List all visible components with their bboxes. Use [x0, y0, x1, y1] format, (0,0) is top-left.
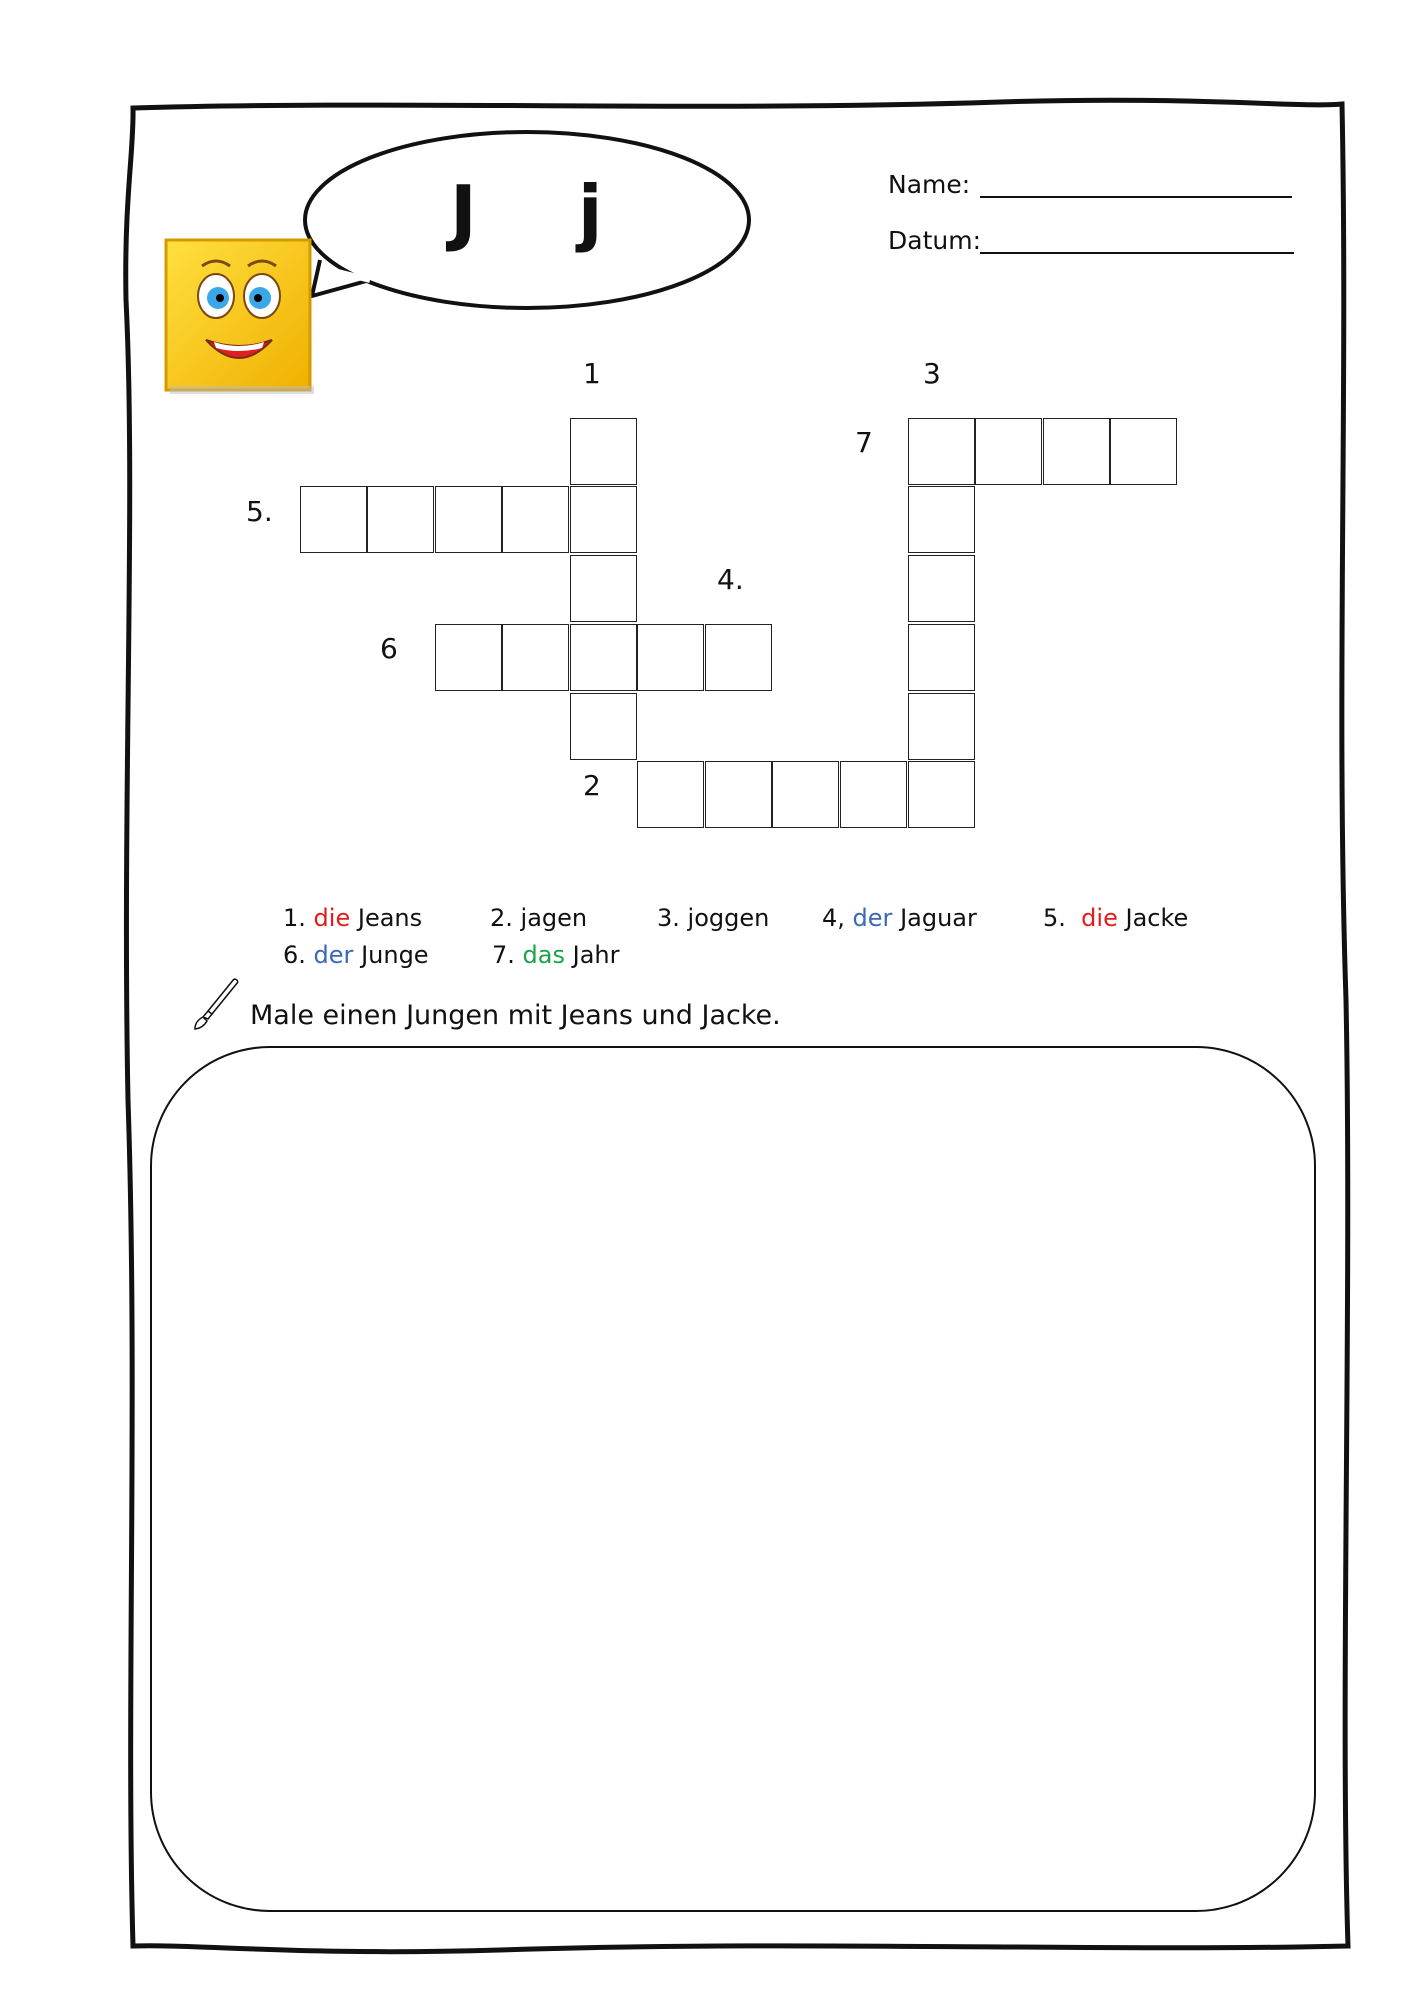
- crossword-cell[interactable]: [705, 624, 772, 691]
- crossword-cell[interactable]: [637, 624, 704, 691]
- crossword-cell[interactable]: [840, 761, 907, 828]
- word-list-item: 2. jagen: [490, 904, 588, 932]
- word-list-item: 7. das Jahr: [492, 941, 620, 969]
- crossword-cell[interactable]: [570, 624, 637, 691]
- crossword-cell[interactable]: [908, 555, 975, 622]
- crossword-cell[interactable]: [908, 418, 975, 485]
- crossword-cell[interactable]: [502, 624, 569, 691]
- word-list-item: 5. die Jacke: [1043, 904, 1189, 932]
- crossword-cell[interactable]: [908, 624, 975, 691]
- date-label: Datum:: [888, 226, 981, 255]
- crossword-cell[interactable]: [570, 693, 637, 760]
- crossword-cell[interactable]: [908, 486, 975, 553]
- smiley-face-icon: [160, 236, 320, 404]
- clue-number-7: 7: [855, 426, 873, 459]
- crossword-cell[interactable]: [367, 486, 434, 553]
- crossword-cell[interactable]: [435, 624, 502, 691]
- speech-letters: J j: [450, 170, 641, 254]
- name-field[interactable]: [980, 196, 1292, 198]
- clue-number-4: 4.: [717, 563, 744, 596]
- crossword-cell[interactable]: [502, 486, 569, 553]
- crossword-cell[interactable]: [300, 486, 367, 553]
- drawing-area[interactable]: [150, 1046, 1316, 1912]
- crossword-cell[interactable]: [705, 761, 772, 828]
- clue-number-3: 3: [923, 357, 941, 390]
- crossword-cell[interactable]: [570, 555, 637, 622]
- crossword-cell[interactable]: [772, 761, 839, 828]
- word-list-item: 4, der Jaguar: [822, 904, 977, 932]
- name-label: Name:: [888, 170, 971, 199]
- clue-number-2: 2: [583, 769, 601, 802]
- crossword-cell[interactable]: [908, 761, 975, 828]
- crossword-cell[interactable]: [908, 693, 975, 760]
- crossword-cell[interactable]: [570, 418, 637, 485]
- instruction-text: Male einen Jungen mit Jeans und Jacke.: [250, 1000, 781, 1031]
- crossword-cell[interactable]: [435, 486, 502, 553]
- word-list-item: 3. joggen: [657, 904, 770, 932]
- crossword-cell[interactable]: [570, 486, 637, 553]
- word-list-item: 6. der Junge: [283, 941, 429, 969]
- date-field[interactable]: [980, 252, 1294, 254]
- crossword-cell[interactable]: [637, 761, 704, 828]
- crossword-cell[interactable]: [1110, 418, 1177, 485]
- crossword-cell[interactable]: [1043, 418, 1110, 485]
- crossword-cell[interactable]: [975, 418, 1042, 485]
- paintbrush-icon: [190, 975, 240, 1031]
- clue-number-5: 5.: [246, 495, 273, 528]
- clue-number-1: 1: [583, 357, 601, 390]
- clue-number-6: 6: [380, 632, 398, 665]
- word-list-item: 1. die Jeans: [283, 904, 423, 932]
